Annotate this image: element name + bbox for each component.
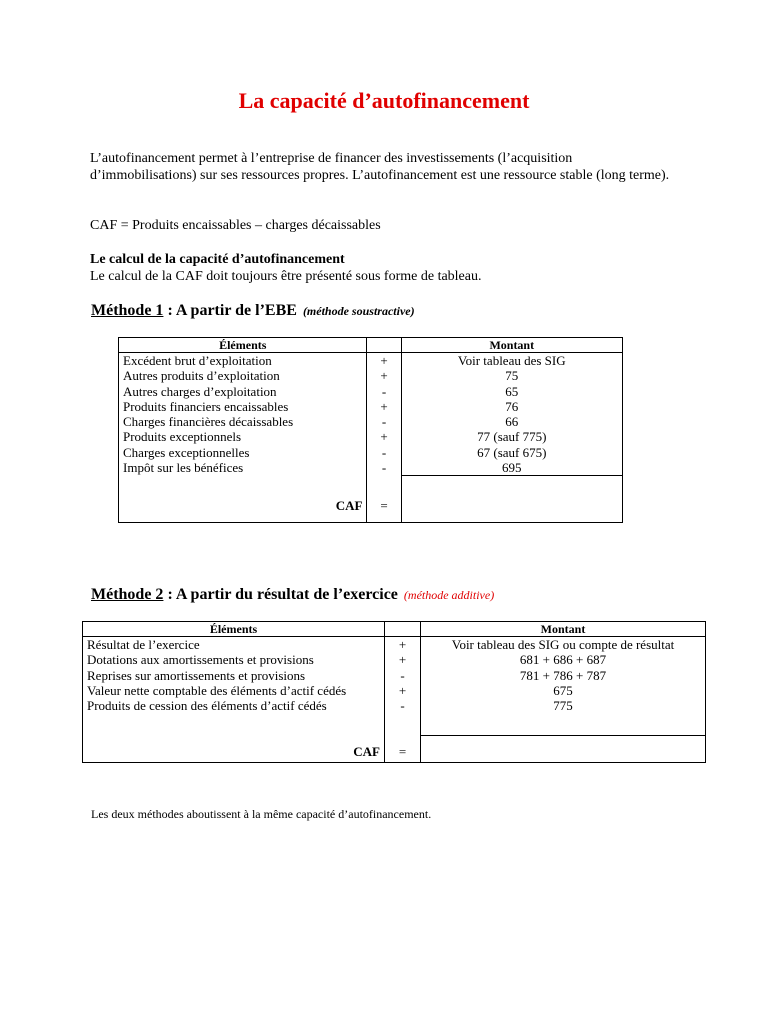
method1-header-amount: Montant [401, 338, 622, 353]
method2-title: : A partir du résultat de l’exercice [163, 586, 398, 603]
method2-note: (méthode additive) [403, 588, 495, 602]
method1-sign: + [380, 398, 388, 414]
method2-header-elements: Éléments [83, 622, 385, 637]
method1-table [118, 337, 623, 523]
method1-amount: 65 [505, 383, 519, 399]
caf-formula: CAF = Produits encaissables – charges décaissables [90, 218, 381, 233]
method1-header-sign [367, 338, 401, 353]
method2-caf-sign: = [385, 735, 421, 762]
page-title: La capacité d’autofinancement [238, 88, 530, 113]
method1-element: Charges financières décaissables [123, 414, 294, 430]
method2-amount: 675 [553, 682, 573, 698]
method2-element: Produits de cession des éléments d’actif cédés [87, 698, 327, 714]
method1-title: : A partir de l’EBE [163, 302, 297, 319]
method2-sign-column [385, 637, 421, 736]
method1-amount: 77 (sauf 775) [477, 429, 547, 445]
method2-caf-label: CAF [83, 735, 385, 762]
method1-element: Autres charges d’exploitation [123, 383, 277, 399]
method2-element: Dotations aux amortissements et provisions [87, 652, 314, 668]
method1-element: Excédent brut d’exploitation [123, 353, 272, 368]
method1-caf-sign: = [367, 476, 401, 523]
method2-element: Valeur nette comptable des éléments d’actif cédés [87, 682, 347, 698]
intro-paragraph: L’autofinancement permet à l’entreprise de financer des investissements (l’acquisition d’immobilisations) sur ses ressources propres. L’autofinancement est une ressource stable (long terme). [90, 151, 670, 183]
method1-sign: + [380, 353, 388, 368]
method1-amount: 695 [502, 460, 522, 476]
method1-element: Produits financiers encaissables [123, 398, 289, 414]
method1-note: (méthode soustractive) [302, 304, 415, 318]
method2-amount: Voir tableau des SIG ou compte de résultat [451, 637, 675, 652]
conclusion-text: Les deux méthodes aboutissent à la même capacité d’autofinancement. [91, 807, 432, 821]
method1-label: Méthode 1 [91, 302, 164, 319]
method1-sign: + [380, 368, 388, 384]
method1-element: Charges exceptionnelles [123, 444, 250, 460]
method1-amount: 67 (sauf 675) [477, 444, 547, 460]
method2-sign: + [398, 637, 407, 652]
method2-label: Méthode 2 [91, 586, 164, 603]
method1-sign: - [381, 414, 387, 430]
method1-element: Autres produits d’exploitation [123, 368, 280, 384]
method2-amount: 775 [553, 698, 573, 714]
method1-amount: 75 [505, 368, 519, 384]
method1-sign: - [381, 383, 387, 399]
method1-amount: 66 [505, 414, 519, 430]
calc-heading: Le calcul de la capacité d’autofinancement [90, 252, 345, 267]
method1-amount: 76 [505, 398, 519, 414]
method2-sign: - [400, 667, 405, 683]
method2-element: Reprises sur amortissements et provisions [87, 667, 306, 683]
method2-header-amount: Montant [421, 622, 706, 637]
method2-element: Résultat de l’exercice [87, 637, 200, 652]
method2-table [82, 621, 706, 763]
method1-caf-value [401, 476, 622, 523]
method1-amount-column [401, 353, 622, 476]
method2-elements-column [83, 637, 385, 736]
method2-caf-value [421, 735, 706, 762]
method1-element: Impôt sur les bénéfices [123, 460, 244, 476]
method1-sign-column [367, 353, 401, 476]
method1-sign: + [380, 429, 388, 445]
method1-sign: - [381, 460, 387, 476]
method2-header-sign [385, 622, 421, 637]
method2-amount: 781 + 786 + 787 [519, 667, 607, 683]
method2-sign: - [400, 698, 405, 714]
method2-amount-column [421, 637, 706, 736]
method2-sign: + [398, 682, 407, 698]
method1-header-elements: Éléments [119, 338, 367, 353]
method1-element: Produits exceptionnels [123, 429, 242, 445]
method1-heading [91, 302, 415, 320]
method2-amount: 681 + 686 + 687 [519, 652, 607, 668]
method2-heading [91, 586, 494, 604]
method2-sign: + [398, 652, 407, 668]
method1-caf-label: CAF [119, 476, 367, 523]
method1-sign: - [381, 444, 387, 460]
method1-elements-column [119, 353, 367, 476]
method1-amount: Voir tableau des SIG [457, 353, 566, 368]
calc-text: Le calcul de la CAF doit toujours être présenté sous forme de tableau. [90, 269, 482, 284]
